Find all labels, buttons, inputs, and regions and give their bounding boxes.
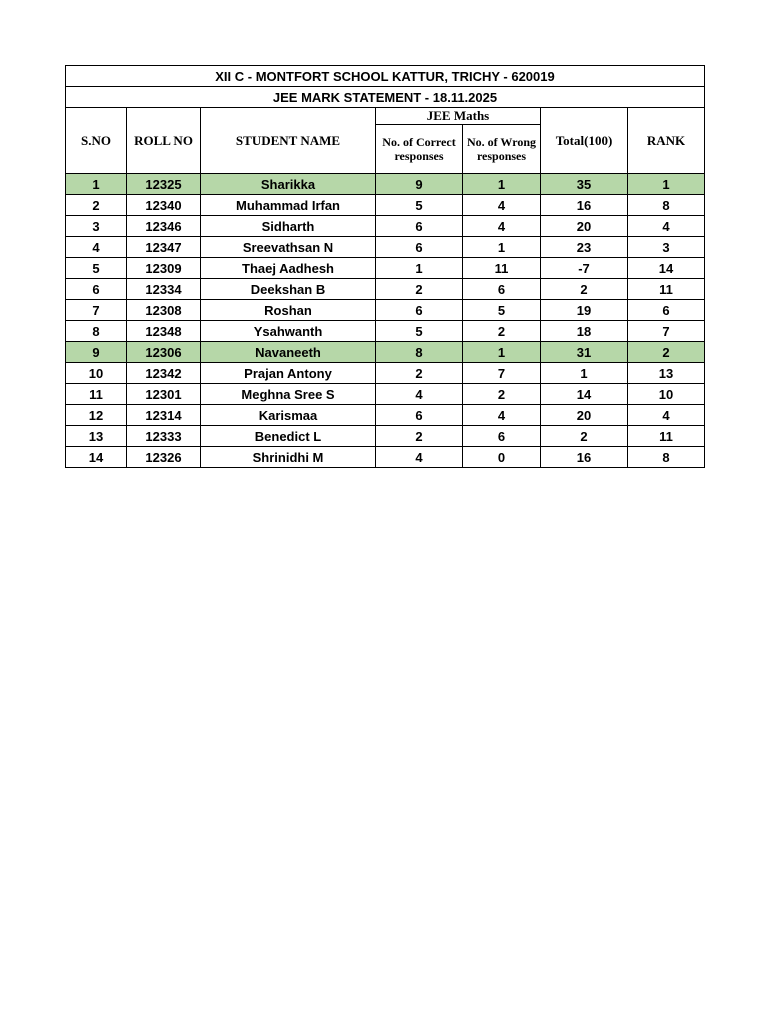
cell-rank: 13: [628, 363, 705, 384]
cell-total: 20: [541, 216, 628, 237]
cell-total: 14: [541, 384, 628, 405]
cell-rank: 11: [628, 426, 705, 447]
cell-sno: 3: [66, 216, 127, 237]
cell-wrong: 2: [463, 384, 541, 405]
cell-rank: 7: [628, 321, 705, 342]
cell-student-name: Sharikka: [201, 174, 376, 195]
cell-rank: 4: [628, 216, 705, 237]
cell-wrong: 4: [463, 216, 541, 237]
cell-sno: 2: [66, 195, 127, 216]
cell-sno: 6: [66, 279, 127, 300]
cell-roll-no: 12325: [127, 174, 201, 195]
cell-roll-no: 12309: [127, 258, 201, 279]
cell-rank: 2: [628, 342, 705, 363]
cell-correct: 4: [376, 384, 463, 405]
header-roll-no: ROLL NO: [127, 108, 201, 174]
cell-roll-no: 12314: [127, 405, 201, 426]
table-row: [66, 195, 705, 216]
cell-wrong: 4: [463, 195, 541, 216]
statement-subtitle: JEE MARK STATEMENT - 18.11.2025: [66, 87, 705, 108]
cell-roll-no: 12346: [127, 216, 201, 237]
cell-student-name: Prajan Antony: [201, 363, 376, 384]
cell-wrong: 0: [463, 447, 541, 468]
table-row: [66, 300, 705, 321]
cell-correct: 6: [376, 216, 463, 237]
cell-rank: 11: [628, 279, 705, 300]
table-row: [66, 321, 705, 342]
header-student-name: STUDENT NAME: [201, 108, 376, 174]
cell-correct: 5: [376, 321, 463, 342]
cell-rank: 4: [628, 405, 705, 426]
table-row: [66, 258, 705, 279]
cell-rank: 6: [628, 300, 705, 321]
cell-wrong: 6: [463, 279, 541, 300]
cell-wrong: 1: [463, 174, 541, 195]
cell-roll-no: 12306: [127, 342, 201, 363]
cell-wrong: 1: [463, 342, 541, 363]
header-sno: S.NO: [66, 108, 127, 174]
cell-sno: 9: [66, 342, 127, 363]
cell-roll-no: 12347: [127, 237, 201, 258]
table-row: [66, 405, 705, 426]
header-rank: RANK: [628, 108, 705, 174]
cell-roll-no: 12340: [127, 195, 201, 216]
cell-total: 2: [541, 279, 628, 300]
cell-total: 23: [541, 237, 628, 258]
cell-correct: 9: [376, 174, 463, 195]
header-total: Total(100): [541, 108, 628, 174]
cell-correct: 2: [376, 426, 463, 447]
cell-student-name: Benedict L: [201, 426, 376, 447]
cell-roll-no: 12308: [127, 300, 201, 321]
cell-student-name: Navaneeth: [201, 342, 376, 363]
cell-student-name: Sidharth: [201, 216, 376, 237]
cell-total: 18: [541, 321, 628, 342]
cell-correct: 1: [376, 258, 463, 279]
cell-student-name: Deekshan B: [201, 279, 376, 300]
cell-sno: 13: [66, 426, 127, 447]
cell-total: 20: [541, 405, 628, 426]
cell-student-name: Shrinidhi M: [201, 447, 376, 468]
cell-correct: 6: [376, 300, 463, 321]
cell-sno: 10: [66, 363, 127, 384]
cell-wrong: 5: [463, 300, 541, 321]
cell-sno: 11: [66, 384, 127, 405]
cell-sno: 4: [66, 237, 127, 258]
header-jee-maths: JEE Maths: [376, 108, 541, 125]
cell-correct: 6: [376, 237, 463, 258]
cell-rank: 3: [628, 237, 705, 258]
cell-wrong: 4: [463, 405, 541, 426]
cell-student-name: Muhammad Irfan: [201, 195, 376, 216]
cell-total: 16: [541, 447, 628, 468]
cell-total: 2: [541, 426, 628, 447]
cell-wrong: 7: [463, 363, 541, 384]
header-correct-responses: No. of Correct responses: [376, 125, 463, 174]
cell-correct: 8: [376, 342, 463, 363]
cell-rank: 8: [628, 447, 705, 468]
table-row: [66, 384, 705, 405]
cell-correct: 4: [376, 447, 463, 468]
cell-sno: 7: [66, 300, 127, 321]
table-row: [66, 342, 705, 363]
cell-total: 35: [541, 174, 628, 195]
cell-student-name: Ysahwanth: [201, 321, 376, 342]
cell-student-name: Roshan: [201, 300, 376, 321]
table-row: [66, 174, 705, 195]
cell-correct: 5: [376, 195, 463, 216]
cell-roll-no: 12342: [127, 363, 201, 384]
cell-student-name: Karismaa: [201, 405, 376, 426]
cell-wrong: 6: [463, 426, 541, 447]
table-row: [66, 447, 705, 468]
cell-sno: 14: [66, 447, 127, 468]
cell-total: 31: [541, 342, 628, 363]
cell-roll-no: 12333: [127, 426, 201, 447]
mark-statement-sheet: [65, 65, 704, 468]
cell-total: 1: [541, 363, 628, 384]
cell-rank: 14: [628, 258, 705, 279]
mark-statement-table: [65, 65, 705, 468]
table-row: [66, 279, 705, 300]
school-title: XII C - MONTFORT SCHOOL KATTUR, TRICHY - 620019: [66, 66, 705, 87]
cell-rank: 1: [628, 174, 705, 195]
cell-student-name: Thaej Aadhesh: [201, 258, 376, 279]
cell-rank: 8: [628, 195, 705, 216]
cell-roll-no: 12301: [127, 384, 201, 405]
cell-correct: 2: [376, 279, 463, 300]
table-row: [66, 237, 705, 258]
cell-student-name: Sreevathsan N: [201, 237, 376, 258]
cell-total: 16: [541, 195, 628, 216]
cell-wrong: 1: [463, 237, 541, 258]
header-wrong-responses: No. of Wrong responses: [463, 125, 541, 174]
cell-rank: 10: [628, 384, 705, 405]
cell-sno: 5: [66, 258, 127, 279]
table-row: [66, 216, 705, 237]
table-row: [66, 363, 705, 384]
cell-sno: 1: [66, 174, 127, 195]
cell-sno: 8: [66, 321, 127, 342]
student-rows: [66, 174, 705, 468]
cell-wrong: 11: [463, 258, 541, 279]
cell-roll-no: 12334: [127, 279, 201, 300]
cell-correct: 2: [376, 363, 463, 384]
cell-total: 19: [541, 300, 628, 321]
table-row: [66, 426, 705, 447]
cell-student-name: Meghna Sree S: [201, 384, 376, 405]
cell-roll-no: 12326: [127, 447, 201, 468]
cell-total: -7: [541, 258, 628, 279]
cell-roll-no: 12348: [127, 321, 201, 342]
cell-sno: 12: [66, 405, 127, 426]
cell-correct: 6: [376, 405, 463, 426]
cell-wrong: 2: [463, 321, 541, 342]
